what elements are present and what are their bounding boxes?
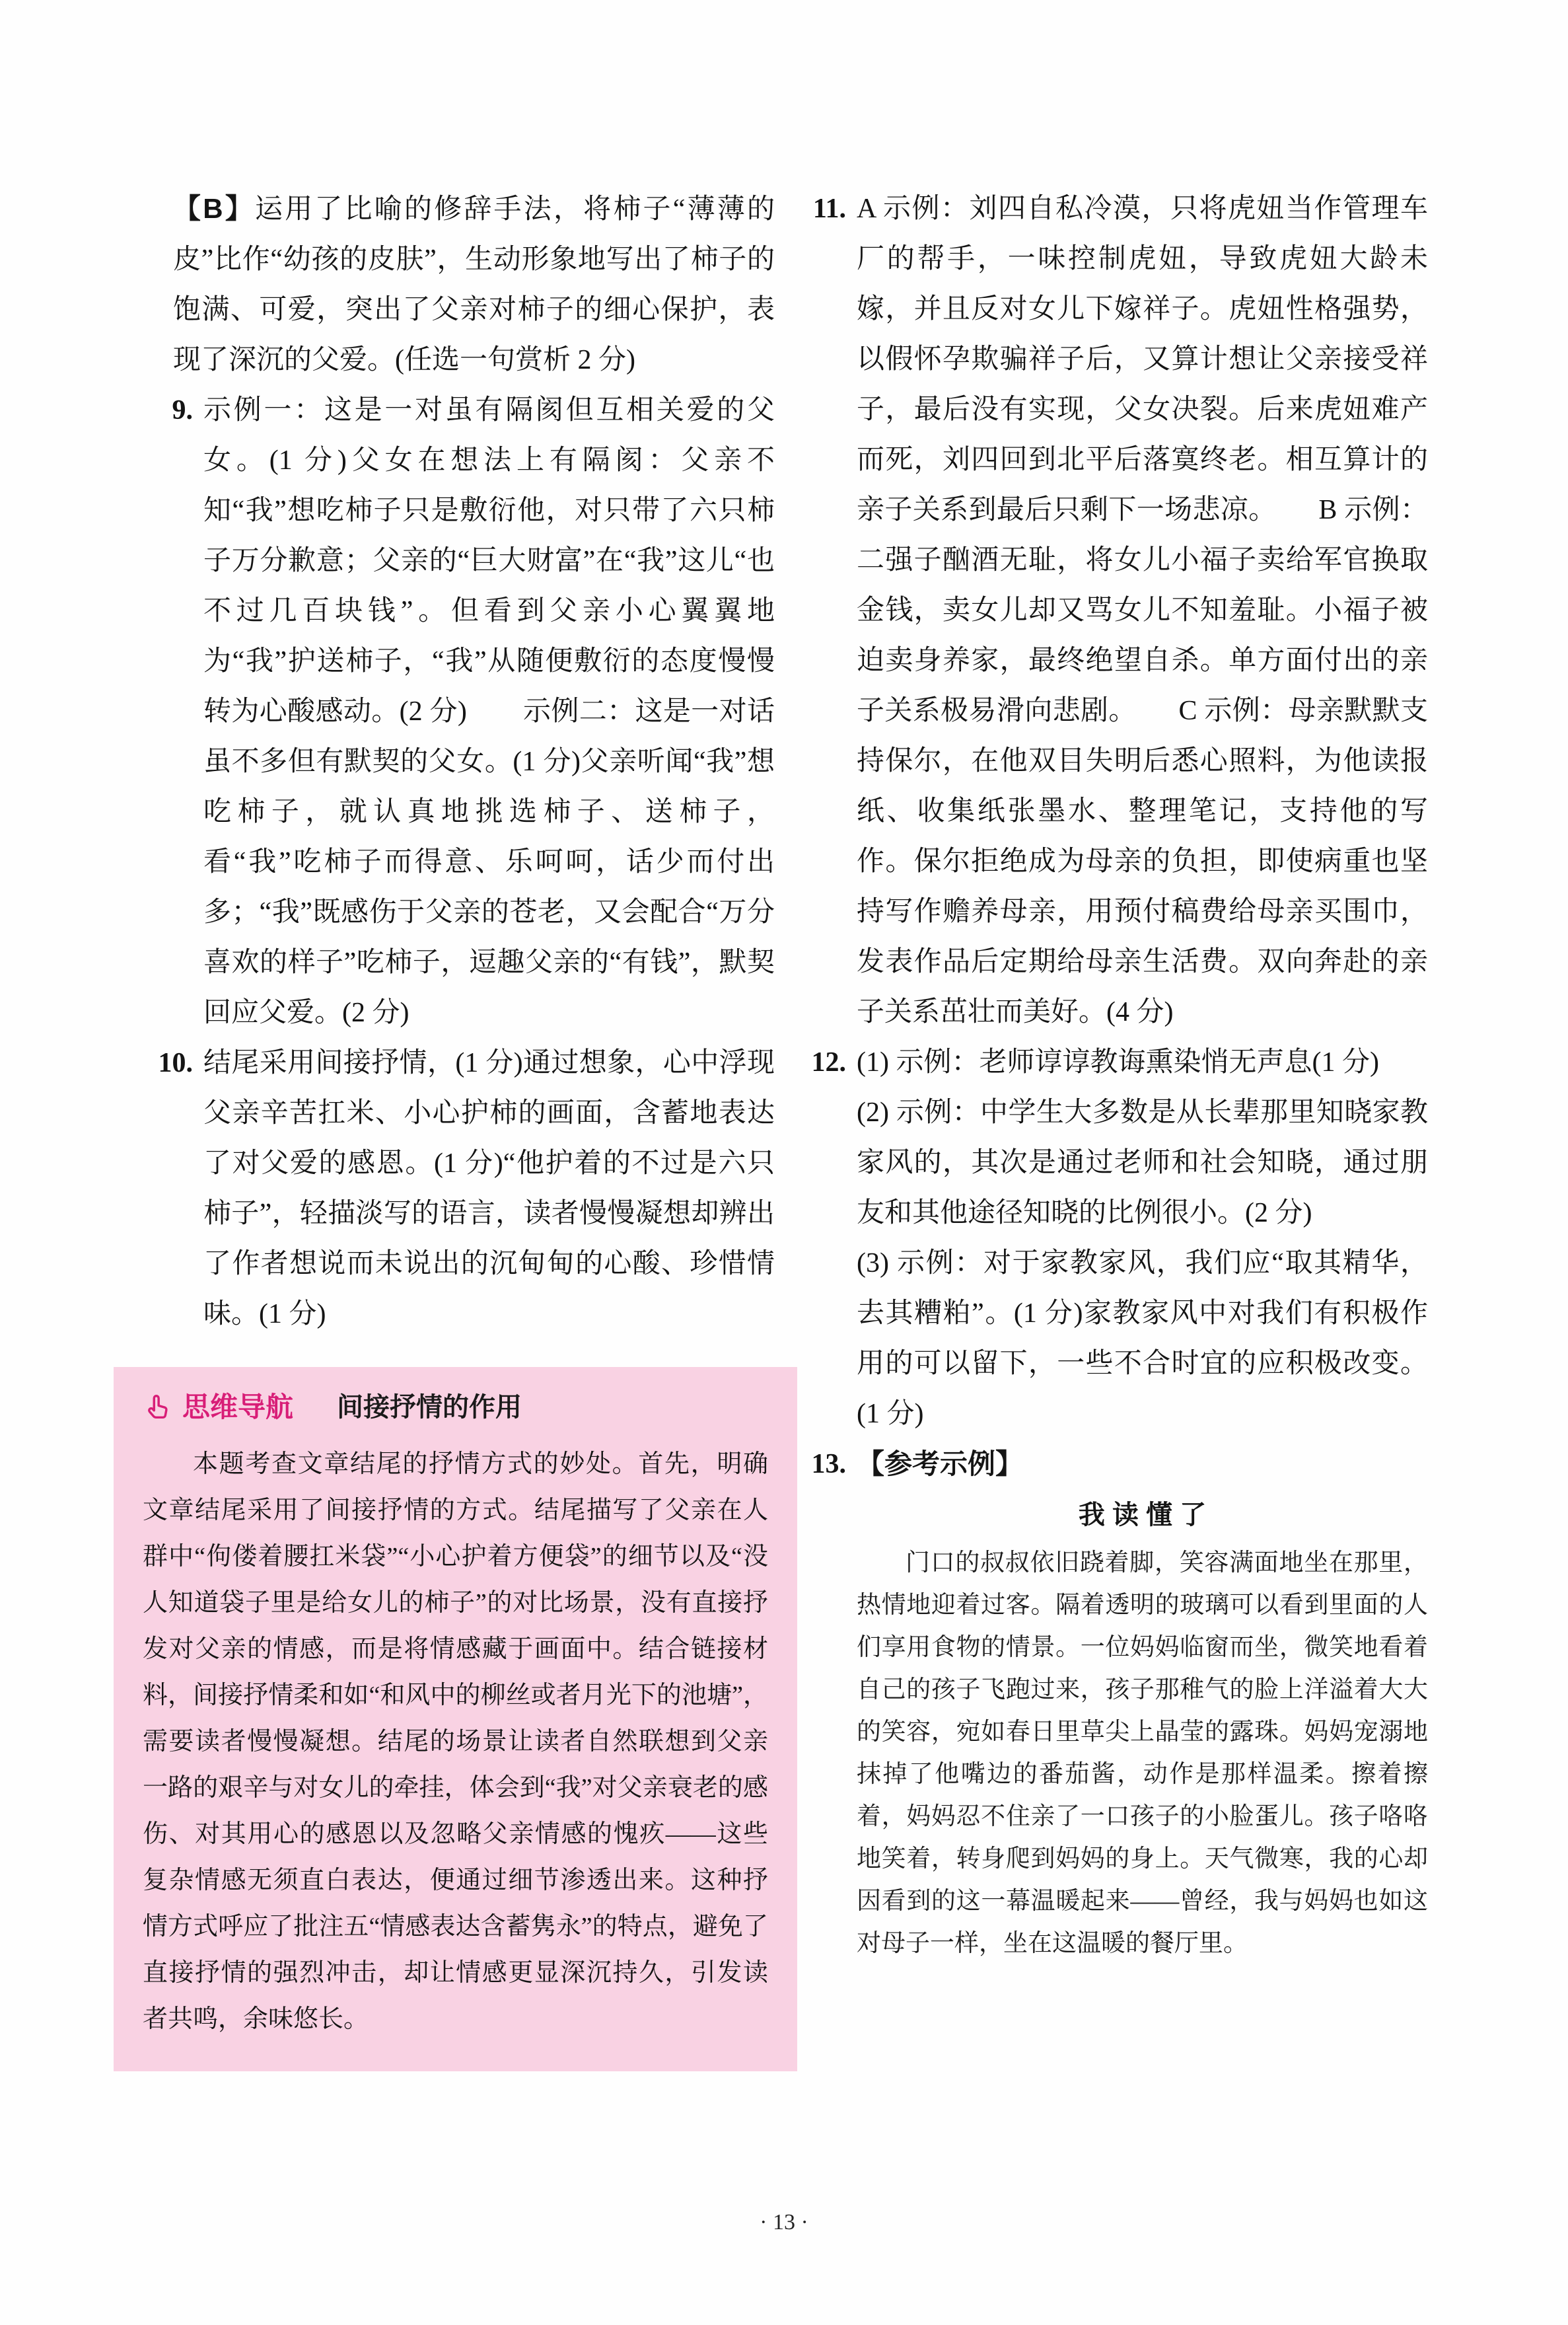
answer-item-13	[793, 1439, 1428, 1965]
left-column	[140, 184, 775, 2071]
item-10-text: 结尾采用间接抒情，(1 分)通过想象，心中浮现父亲辛苦扛米、小心护柿的画面，含蓄地表达了对父爱的感恩。(1 分)“他护着的不过是六只柿子”，轻描淡写的语言，读者慢慢凝想却辨出了作者想说而未说出的沉甸甸的心酸、珍惜情味。(1 分)	[203, 1048, 775, 1329]
item-12-sub-1: (1) 示例：老师谆谆教诲熏染悄无声息(1 分)	[857, 1047, 1379, 1078]
item-13-number: 13.	[811, 1449, 846, 1479]
item-10-number: 10.	[158, 1048, 193, 1078]
item-9-number: 9.	[172, 395, 193, 425]
item-13-body	[857, 1439, 1428, 1965]
item-11-text: A 示例：刘四自私冷漠，只将虎妞当作管理车厂的帮手，一味控制虎妞，导致虎妞大龄未嫁，并且反对女儿下嫁祥子。虎妞性格强势，以假怀孕欺骗祥子后，又算计想让父亲接受祥子，最后没有实现，父女决裂。后来虎妞难产而死，刘四回到北平后落寞终老。相互算计的亲子关系到最后只剩下一场悲凉。 B 示例：二强子酗酒无耻，将女儿小福子卖给军官换取金钱，卖女儿却又骂女儿不知羞耻。小福子被迫卖身养家，最终绝望自杀。单方面付出的亲子关系极易滑向悲剧。 C 示例：母亲默默支持保尔，在他双目失明后悉心照料，为他读报纸、收集纸张墨水、整理笔记，支持他的写作。保尔拒绝成为母亲的负担，即使病重也坚持写作赡养母亲，用预付稿费给母亲买围巾，发表作品后定期给母亲生活费。双向奔赴的亲子关系茁壮而美好。(4 分)	[857, 194, 1428, 1027]
item-9-text: 示例一：这是一对虽有隔阂但互相关爱的父女。(1 分)父女在想法上有隔阂：父亲不知“我”想吃柿子只是敷衍他，对只带了六只柿子万分歉意；父亲的“巨大财富”在“我”这儿“也不过几百块钱”。但看到父亲小心翼翼地为“我”护送柿子，“我”从随便敷衍的态度慢慢转为心酸感动。(2 分) 示例二：这是一对话虽不多但有默契的父女。(1 分)父亲听闻“我”想吃柿子，就认真地挑选柿子、送柿子，看“我”吃柿子而得意、乐呵呵，话少而付出多；“我”既感伤于父亲的苍老，又会配合“万分喜欢的样子”吃柿子，逗趣父亲的“有钱”，默契回应父爱。(2 分)	[203, 395, 775, 1028]
page-columns	[0, 184, 1568, 2071]
answer-item-9	[140, 385, 775, 1038]
right-column	[793, 184, 1428, 2071]
answer-b-paragraph	[140, 184, 775, 385]
item-11-number: 11.	[812, 194, 846, 224]
pointer-hand-icon	[143, 1392, 173, 1422]
item-12-sub-3: (3) 示例：对于家教家风，我们应“取其精华，去其糟粕”。(1 分)家教家风中对我们有积极作用的可以留下，一些不合时宜的应积极改变。(1 分)	[857, 1248, 1428, 1429]
answer-item-12	[793, 1037, 1428, 1439]
answer-item-10	[140, 1038, 775, 1339]
item-12-body	[857, 1037, 1428, 1439]
nav-box-body: 本题考查文章结尾的抒情方式的妙处。首先，明确文章结尾采用了间接抒情的方式。结尾描写了父亲在人群中“佝偻着腰扛米袋”“小心护着方便袋”的细节以及“没人知道袋子里是给女儿的柿子”的对比场景，没有直接抒发对父亲的情感，而是将情感藏于画面中。结合链接材料，间接抒情柔和如“和风中的柳丝或者月光下的池塘”，需要读者慢慢凝想。结尾的场景让读者自然联想到父亲一路的艰辛与对女儿的牵挂，体会到“我”对父亲衰老的感伤、对其用心的感恩以及忽略父亲情感的愧疚——这些复杂情感无须直白表达，便通过细节渗透出来。这种抒情方式呼应了批注五“情感表达含蓄隽永”的特点，避免了直接抒情的强烈冲击，却让情感更显深沉持久，引发读者共鸣，余味悠长。	[143, 1450, 768, 2034]
item-12-sub-2: (2) 示例：中学生大多数是从长辈那里知晓家教家风的，其次是通过老师和社会知晓，通过朋友和其他途径知晓的比例很小。(2 分)	[857, 1097, 1428, 1228]
answer-b-tag: 【B】	[173, 193, 255, 224]
answer-b-text: 运用了比喻的修辞手法，将柿子“薄薄的皮”比作“幼孩的皮肤”，生动形象地写出了柿子的饱满、可爱，突出了父亲对柿子的细心保护，表现了深沉的父爱。(任选一句赏析 2 分)	[173, 194, 775, 375]
essay-title: 我 读 懂 了	[1078, 1500, 1207, 1530]
thinking-nav-box	[114, 1367, 797, 2071]
answer-item-11	[793, 184, 1428, 1037]
item-12-number: 12.	[811, 1047, 846, 1078]
page-number: · 13 ·	[760, 2210, 808, 2234]
item-13-label: 【参考示例】	[857, 1448, 1024, 1479]
thinking-nav-header	[143, 1391, 768, 1424]
nav-box-subtitle: 间接抒情的作用	[337, 1393, 522, 1422]
nav-box-title: 思维导航	[182, 1391, 294, 1422]
essay-body: 门口的叔叔依旧跷着脚，笑容满面地坐在那里，热情地迎着过客。隔着透明的玻璃可以看到里面的人们享用食物的情景。一位妈妈临窗而坐，微笑地看着自己的孩子飞跑过来，孩子那稚气的脸上洋溢着大大的笑容，宛如春日里草尖上晶莹的露珠。妈妈宠溺地抹掉了他嘴边的番茄酱，动作是那样温柔。擦着擦着，妈妈忍不住亲了一口孩子的小脸蛋儿。孩子咯咯地笑着，转身爬到妈妈的身上。天气微寒，我的心却因看到的这一幕温暖起来——曾经，我与妈妈也如这对母子一样，坐在这温暖的餐厅里。	[857, 1549, 1428, 1957]
